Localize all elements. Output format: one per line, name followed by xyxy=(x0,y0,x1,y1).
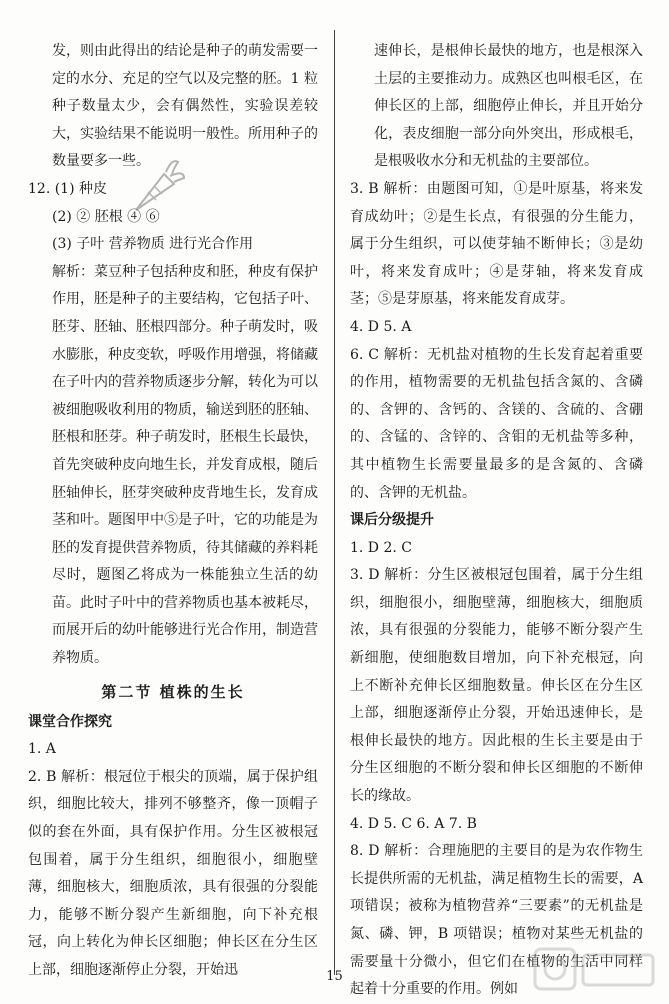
answer-1: 1. A xyxy=(28,741,56,758)
answer-3: 3. B 解析：由题图可知，①是叶原基，将来发育成幼叶；②是生长点，有很强的分生能力，属于分生组织，可以使芽轴不断伸长；③是幼叶，将来发育成叶；④是芽轴，将来发育成茎；⑤是芽原基，将来能发育成芽。 xyxy=(350,180,643,308)
paragraph: 速伸长，是根伸长最快的地方，也是根深入土层的主要推动力。成熟区也叫根毛区，在伸长区的上部，细胞停止伸长，并且开始分化，表皮细胞一部分向外突出，形成根毛，是根吸收水分和无机盐的主要部位。 xyxy=(374,43,643,170)
right-column xyxy=(350,38,643,1004)
answer-3b: 3. D 解析：分生区被根冠包围着，属于分生组织，细胞很小，细胞壁薄，细胞核大，细胞质浓，具有很强的分裂能力，能够不断分裂产生新细胞，使细胞数目增加，向下补充根冠，向上不断补充伸长区细胞数量。伸长区在分生区上部，细胞逐渐停止分裂，开始迅速伸长，是根伸长最快的地方。因此根的生长主要是由于分生区细胞的不断分裂和伸长区细胞的不断伸长的缘故。 xyxy=(350,567,643,805)
page-number: 15 xyxy=(326,969,343,984)
answer-12-part1: 12. (1) 种皮 xyxy=(28,180,107,197)
answer-8: 8. D 解析：合理施肥的主要目的是为农作物生长提供所需的无机盐，满足植物生长的需要，A 项错误；被称为植物营养“三要素”的无机盐是氮、磷、钾，B 项错误；植物对某些无机盐的需要量十分微小，但它们在植物的生活中同样起着十分重要的作用。例如 xyxy=(350,843,643,998)
answer-4-7: 4. D 5. C 6. A 7. B xyxy=(350,815,477,832)
answer-6: 6. C 解析：无机盐对植物的生长发育起着重要的作用，植物需要的无机盐包括含氮的、含磷的、含钾的、含钙的、含镁的、含硫的、含硼的、含锰的、含锌的、含钼的无机盐等多种，其中植物生长需要量最多的是含氮的、含磷的、含钾的无机盐。 xyxy=(350,346,643,501)
paragraph: 发，则由此得出的结论是种子的萌发需要一定的水分、充足的空气以及完整的胚。1 粒种子数量太少，会有偶然性，实验误差较大，实验结果不能说明一般性。所用种子的数量要多一些。 xyxy=(52,43,318,170)
answer-4-5: 4. D 5. A xyxy=(350,318,412,335)
subheading: 课堂合作探究 xyxy=(28,713,112,730)
answer-1-2: 1. D 2. C xyxy=(350,539,413,556)
column-divider xyxy=(334,30,335,975)
answer-12-analysis: 解析：菜豆种子包括种皮和胚，种皮有保护作用，胚是种子的主要结构，它包括子叶、胚芽、胚轴、胚根四部分。种子萌发时，吸水膨胀，种皮变软，呼吸作用增强，将储藏在子叶内的营养物质逐步分解，转化为可以被细胞吸收利用的物质，输送到胚的胚轴、胚根和胚芽。种子萌发时，胚根生长最快，首先突破种皮向地生长，并发育成根，随后胚轴伸长，胚芽突破种皮背地生长，发育成茎和叶。题图甲中⑤是子叶，它的功能是为胚的发育提供营养物质，待其储藏的养料耗尽时，题图乙将成为一株能独立生活的幼苗。此时子叶中的营养物质也基本被耗尽，而展开后的幼叶能够进行光合作用，制造营养物质。 xyxy=(52,263,318,667)
carrot-stamp-icon xyxy=(128,152,188,224)
answer-12-part3: (3) 子叶 营养物质 进行光合作用 xyxy=(52,236,254,253)
answer-12-part2: (2) ② 胚根 ④ ⑥ xyxy=(52,208,160,225)
subheading: 课后分级提升 xyxy=(350,512,434,529)
section-title: 第二节 植株的生长 xyxy=(101,682,245,701)
answer-2: 2. B 解析：根冠位于根尖的顶端，属于保护组织，细胞比较大，排列不够整齐，像一顶帽子似的套在外面，具有保护作用。分生区被根冠包围着，属于分生组织，细胞很小，细胞壁薄，细胞核大，细胞质浓，具有很强的分裂能力，能够不断分裂产生新细胞，向下补充根冠，向上转化为伸长区细胞；伸长区在分生区上部，细胞逐渐停止分裂，开始迅 xyxy=(28,768,318,978)
